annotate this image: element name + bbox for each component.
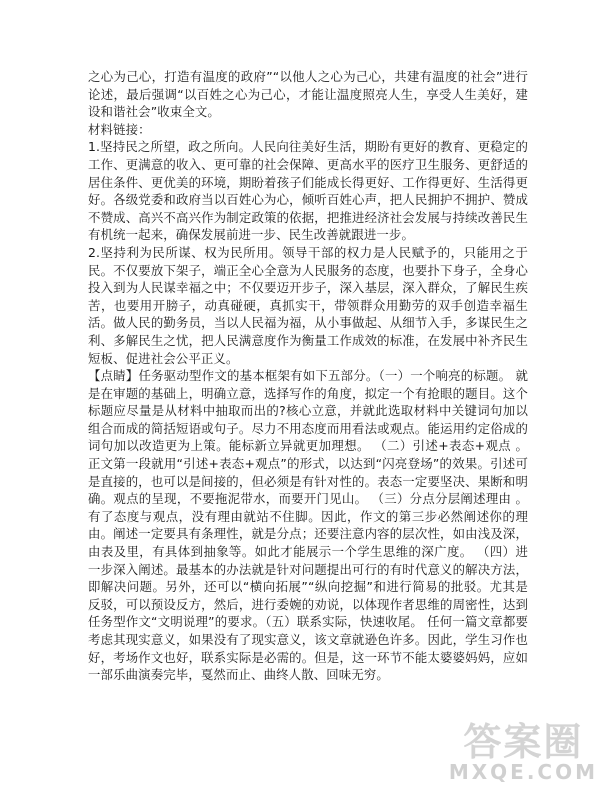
paragraph-material-heading: 材料链接： bbox=[88, 121, 151, 137]
watermark-logo-top: 答案圈 bbox=[463, 720, 584, 764]
site-watermark-logo bbox=[449, 722, 598, 782]
paragraph-material-2: 2.坚持利为民所谋、权为民所用。领导干部的权力是人民赋予的，只能用之于民。不仅要放下架子，端正全心全意为人民服务的态度，也要扑下身子，全身心投入到为人民谋幸福之中；不仅要迈开步子，深入基层，深入群众，了解民生疾苦，也要用开膀子，动真碰硬，真抓实干，带领群众用勤劳的双手创造幸福生活。做人民的勤务员，当以人民福为福，从小事做起、从细节入手，多谋民生之利、多解民生之忧，把人民满意度作为衡量工作成效的标准，在发展中补齐民生短板、促进社会公平正义。 bbox=[88, 244, 528, 366]
paragraph-material-1: 1.坚持民之所望，政之所向。人民向往美好生活，期盼有更好的教育、更稳定的工作、更满意的收入、更可靠的社会保障、更高水平的医疗卫生服务、更舒适的居住条件、更优美的环境，期盼着孩子们能成长得更好、工作得更好、生活得更好。各级党委和政府当以百姓心为心，倾听百姓心声，把人民拥护不拥护、赞成不赞成、高兴不高兴作为制定政策的依据，把推进经济社会发展与持续改善民生有机统一起来，确保发展前进一步、民生改善就跟进一步。 bbox=[88, 139, 528, 243]
document-body bbox=[88, 68, 528, 684]
watermark-logo-bottom: MXQE.COM bbox=[448, 760, 598, 784]
paragraph-intro: 之心为己心，打造有温度的政府”“以他人之心为己心，共建有温度的社会”进行论述，最后强调“以百姓之心为己心，才能让温度照亮人生，享受人生美好，建设和谐社会”收束全文。 bbox=[88, 69, 528, 120]
paragraph-dianjing: 【点睛】任务驱动型作文的基本框架有如下五部分。（一）一个响亮的标题。 就是在审题的基础上，明确立意，选择写作的角度，拟定一个有抢眼的题目。这个标题应尽量是从材料中抽取而出的?核心立意，并就此选取材料中关键词句加以组合而成的简括短语或句子。尽力不用态度而用看法或观点。能运用约定俗成的词句加以改造更为上策。能标新立异就更加理想。 （二）引述+表态+观点 。正文第一段就用“引述+表态+观点”的形式，以达到“闪亮登场”的效果。引述可是直接的，也可以是间接的，但必须是有针对性的。表态一定要坚决、果断和明确。观点的呈现，不要拖泥带水，而要开门见山。 （三）分点分层阐述理由 。有了态度与观点，没有理由就站不住脚。因此，作文的第三步必然阐述你的理由。阐述一定要具有条理性，就是分点；还要注意内容的层次性，如由浅及深，由表及里，有具体到抽象等。如此才能展示一个学生思维的深广度。 （四）进一步深入阐述。最基本的办法就是针对问题提出可行的有时代意义的解决方法，即解决问题。另外，还可以“横向拓展”“纵向挖掘”和进行简易的批驳。尤其是反驳，可以预设反方，然后，进行委婉的劝说，以体现作者思维的周密性，达到任务型作文“文明说理”的要求。（五）联系实际，快速收尾。 任何一篇文章都要考虑其现实意义，如果没有了现实意义，该文章就逊色许多。因此，学生习作也好，考场作文也好，联系实际是必需的。但是，这一环节不能太婆婆妈妈，应如一部乐曲演奏完毕，戛然而止、曲终人散、回味无穷。 bbox=[88, 368, 528, 683]
